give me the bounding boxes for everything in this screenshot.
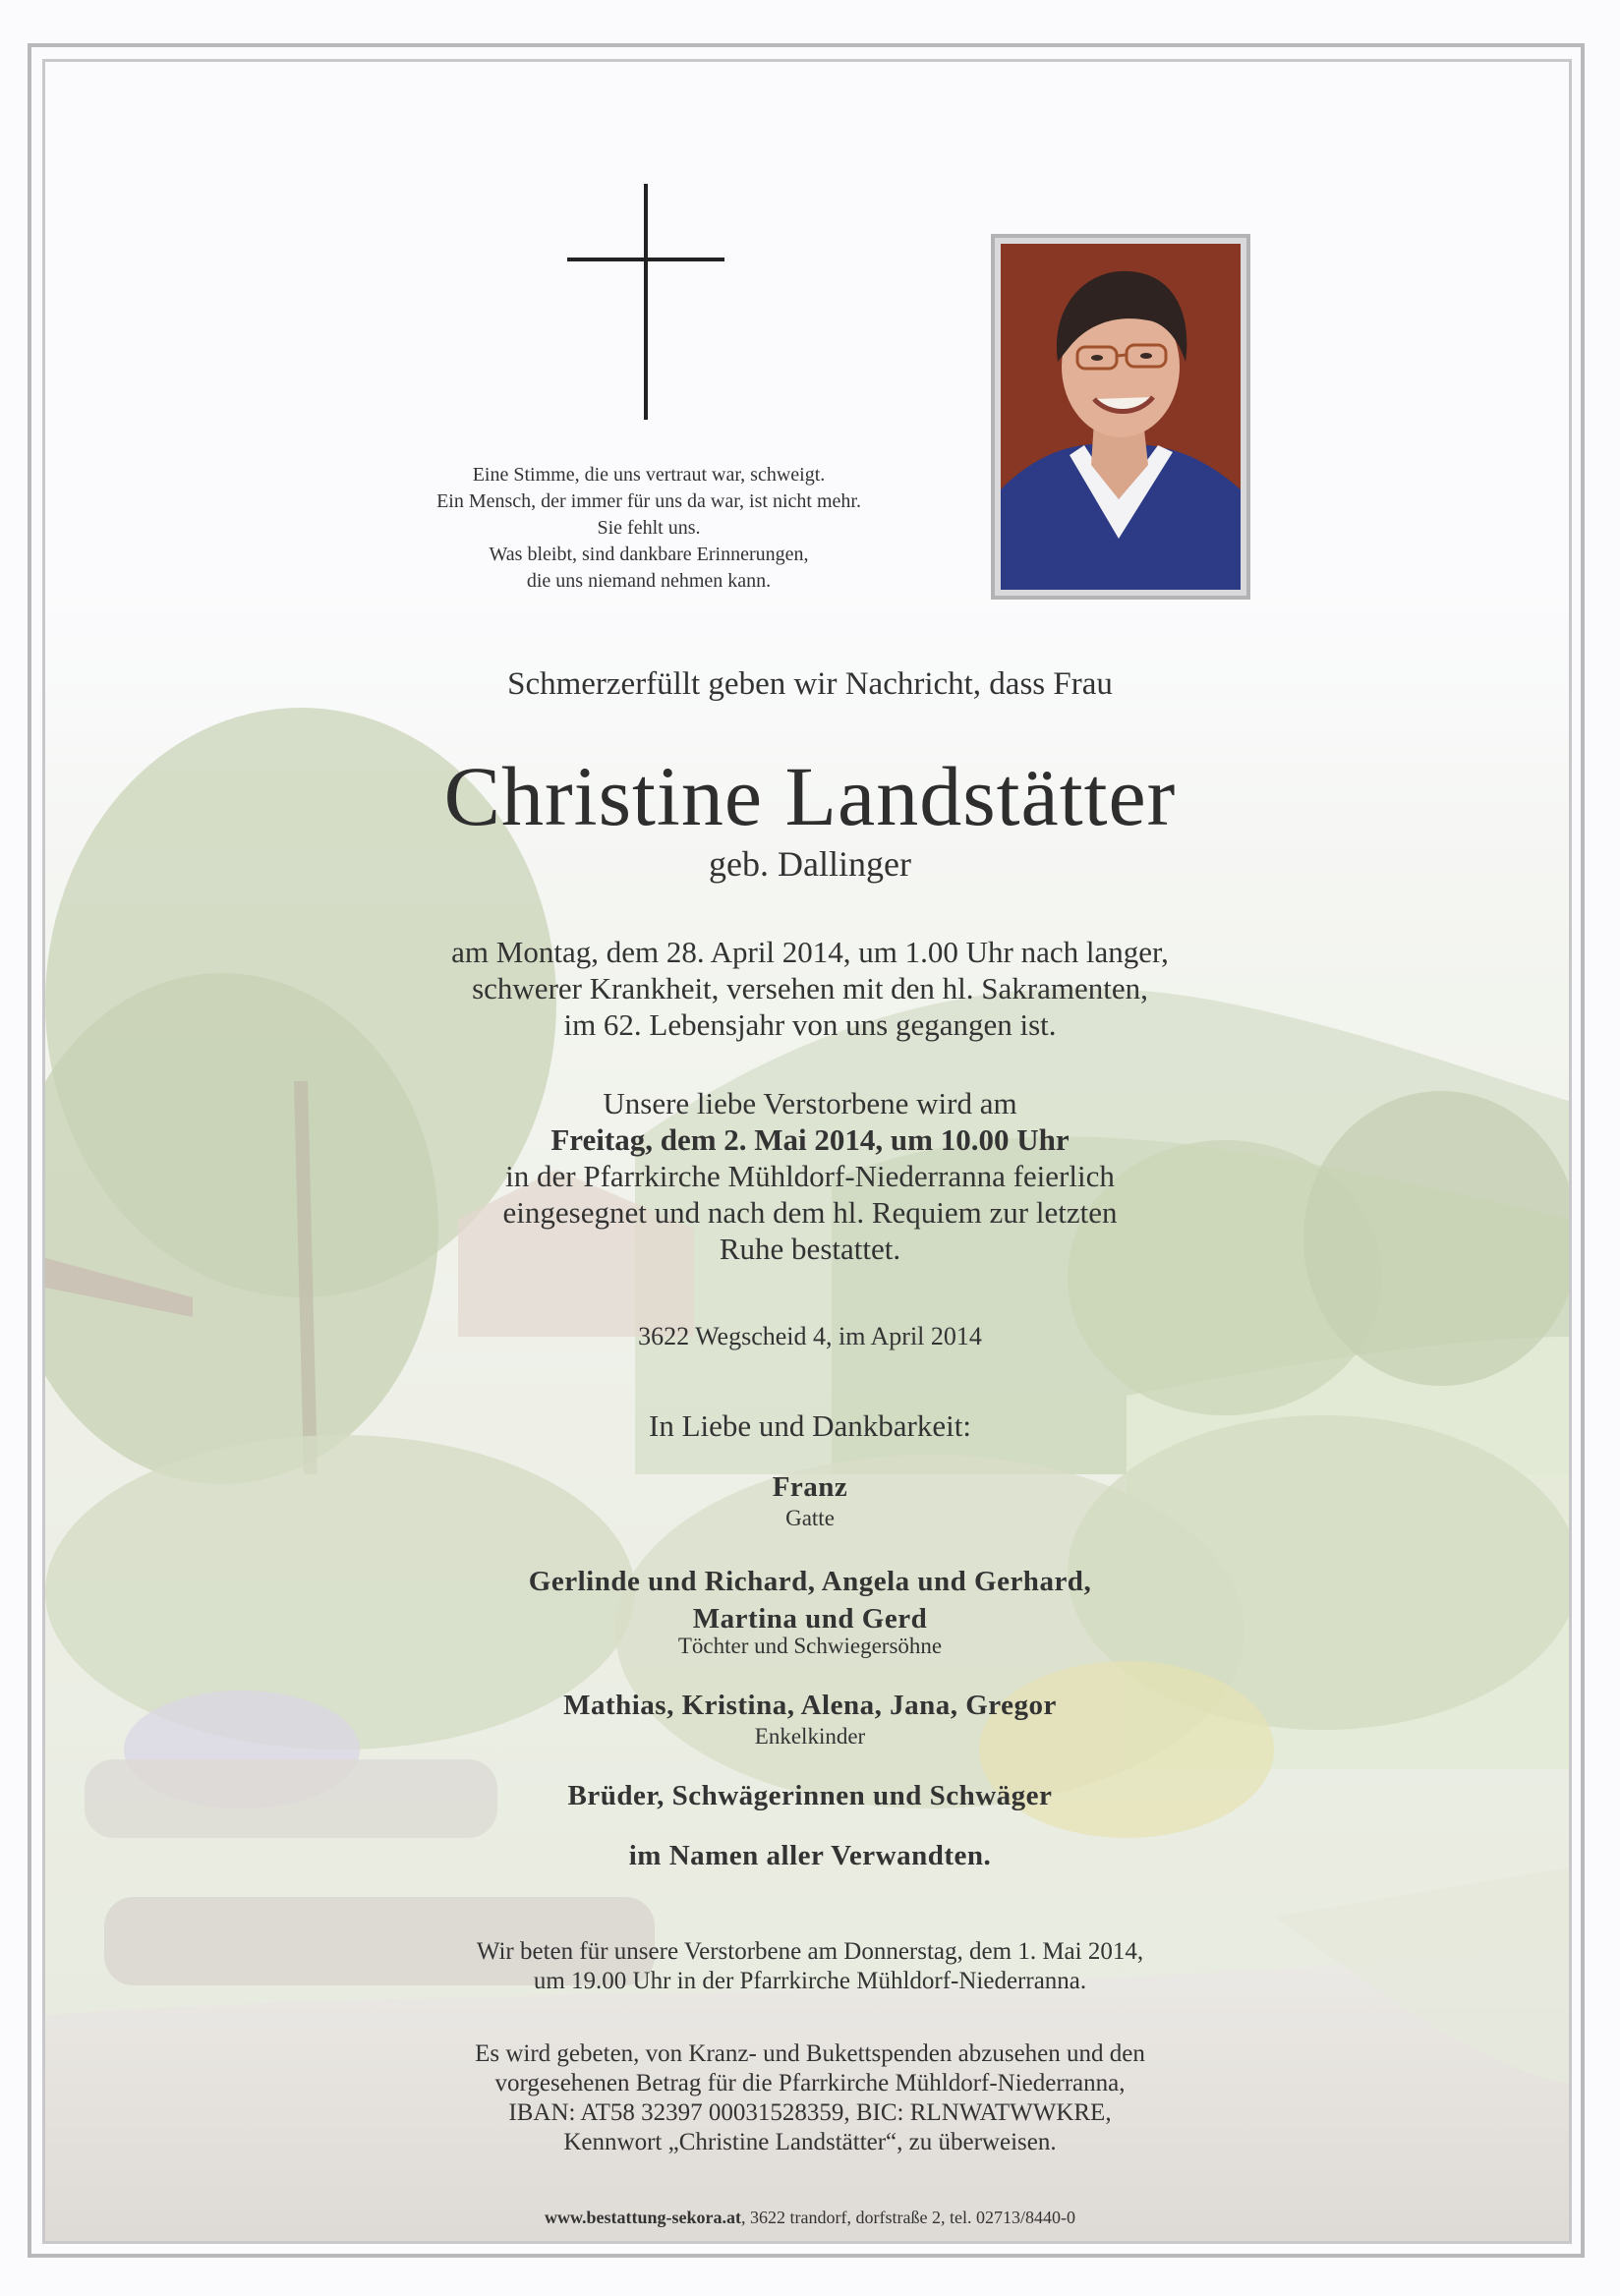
relatives: im Namen aller Verwandten. bbox=[628, 1840, 992, 1871]
husband-name: Franz bbox=[772, 1471, 848, 1503]
funeral-line: Ruhe bestattet. bbox=[719, 1232, 901, 1266]
deceased-name: Christine Landstätter bbox=[443, 749, 1177, 843]
husband-role: Gatte bbox=[785, 1506, 835, 1530]
donation-line: vorgesehenen Betrag für die Pfarrkirche Mühldorf-Niederranna, bbox=[494, 2070, 1126, 2096]
funeral-line: eingesegnet und nach dem hl. Requiem zur letzten bbox=[502, 1195, 1118, 1230]
funeral-date: Freitag, dem 2. Mai 2014, um 10.00 Uhr bbox=[550, 1122, 1070, 1157]
grandchildren-names: Mathias, Kristina, Alena, Jana, Gregor bbox=[563, 1690, 1057, 1721]
grandchildren-role: Enkelkinder bbox=[754, 1724, 866, 1749]
poem-line: Eine Stimme, die uns vertraut war, schweigt. bbox=[472, 464, 826, 486]
daughters-role: Töchter und Schwiegersöhne bbox=[677, 1634, 943, 1658]
prayer-notice bbox=[0, 1937, 1620, 1996]
funeral-home-website[interactable]: www.bestattung-sekora.at bbox=[545, 2208, 742, 2227]
poem bbox=[315, 462, 983, 595]
death-notice-line: am Montag, dem 28. April 2014, um 1.00 Uhr nach langer, bbox=[451, 935, 1169, 969]
poem-line: Sie fehlt uns. bbox=[597, 517, 701, 539]
prayer-line: Wir beten für unsere Verstorbene am Donnerstag, dem 1. Mai 2014, bbox=[476, 1938, 1144, 1965]
place-date: 3622 Wegscheid 4, im April 2014 bbox=[638, 1322, 982, 1350]
poem-line: Was bleibt, sind dankbare Erinnerungen, bbox=[489, 544, 809, 565]
death-notice-line: im 62. Lebensjahr von uns gegangen ist. bbox=[563, 1007, 1057, 1042]
donation-line: Es wird gebeten, von Kranz- und Bukettspenden abzusehen und den bbox=[475, 2040, 1145, 2067]
daughters-line: Martina und Gerd bbox=[692, 1603, 928, 1635]
donation-line: Kennwort „Christine Landstätter“, zu überweisen. bbox=[563, 2129, 1057, 2155]
funeral-notice bbox=[0, 1085, 1620, 1267]
funeral-line: in der Pfarrkirche Mühldorf-Niederranna feierlich bbox=[505, 1159, 1115, 1193]
maiden-name: geb. Dallinger bbox=[709, 844, 911, 884]
cross-icon bbox=[567, 184, 724, 420]
funeral-home-address: , 3622 trandorf, dorfstraße 2, tel. 02713/8440-0 bbox=[741, 2208, 1075, 2227]
funeral-line: Unsere liebe Verstorbene wird am bbox=[603, 1086, 1017, 1120]
donation-notice bbox=[0, 2039, 1620, 2157]
footer bbox=[0, 2208, 1620, 2228]
siblings: Brüder, Schwägerinnen und Schwäger bbox=[567, 1780, 1053, 1811]
donation-line: IBAN: AT58 32397 00031528359, BIC: RLNWATWWKRE, bbox=[508, 2099, 1112, 2126]
thanks-heading: In Liebe und Dankbarkeit: bbox=[649, 1408, 971, 1443]
poem-line: Ein Mensch, der immer für uns da war, ist nicht mehr. bbox=[436, 490, 861, 512]
intro-text: Schmerzerfüllt geben wir Nachricht, dass Frau bbox=[507, 666, 1113, 702]
poem-line: die uns niemand nehmen kann. bbox=[526, 570, 772, 592]
prayer-line: um 19.00 Uhr in der Pfarrkirche Mühldorf-Niederranna. bbox=[533, 1968, 1087, 1994]
daughters-line: Gerlinde und Richard, Angela und Gerhard, bbox=[528, 1566, 1092, 1597]
death-notice-line: schwerer Krankheit, versehen mit den hl. Sakramenten, bbox=[472, 971, 1148, 1005]
portrait-photo bbox=[991, 234, 1250, 600]
death-notice bbox=[0, 934, 1620, 1043]
daughters-names bbox=[0, 1563, 1620, 1637]
